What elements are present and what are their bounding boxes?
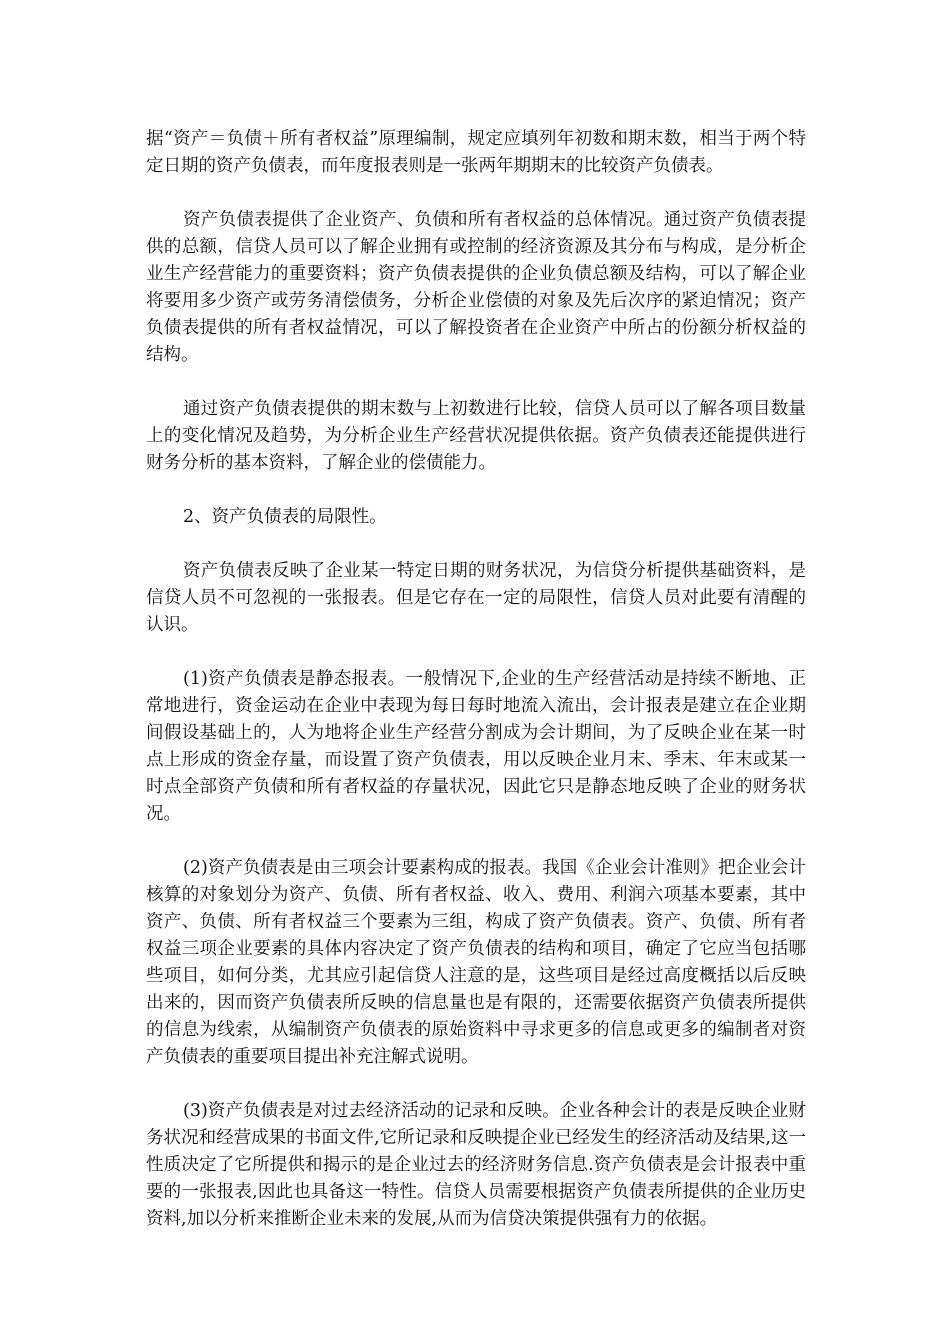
paragraph-limitations-intro: 资产负债表反映了企业某一特定日期的财务状况，为信贷分析提供基础资料，是信贷人员不可忽视的一张报表。但是它存在一定的局限性，信贷人员对此要有清醒的认识。 <box>146 561 806 635</box>
paragraph-limitation-2: (2)资产负债表是由三项会计要素构成的报表。我国《企业会计准则》把企业会计核算的对象划分为资产、负债、所有者权益、收入、费用、利润六项基本要素，其中资产、负债、所有者权益三个要素为三组，构成了资产负债表。资产、负债、所有者权益三项企业要素的具体内容决定了资产负债表的结构和项目，确定了它应当包括哪些项目，如何分类，尤其应引起信贷人注意的是，这些项目是经过高度概括以后反映出来的，因而资产负债表所反映的信息量也是有限的，还需要依据资产负债表所提供的信息为线索，从编制资产负债表的原始资料中寻求更多的信息或更多的编制者对资产负债表的重要项目提出补充注解式说明。 <box>146 858 806 1067</box>
paragraph-continuation: 据“资产＝负债＋所有者权益”原理编制，规定应填列年初数和期末数，相当于两个特定日期的资产负债表，而年度报表则是一张两年期期末的比较资产负债表。 <box>146 129 806 176</box>
section-heading-limitations: 2、资产负债表的局限性。 <box>183 507 387 527</box>
paragraph-balance-sheet-overview: 资产负债表提供了企业资产、负债和所有者权益的总体情况。通过资产负债表提供的总额，信贷人员可以了解企业拥有或控制的经济资源及其分布与构成，是分析企业生产经营能力的重要资料；资产负债表提供的企业负债总额及结构，可以了解企业将要用多少资产或劳务清偿债务，分析企业偿债的对象及先后次序的紧迫情况；资产负债表提供的所有者权益情况，可以了解投资者在企业资产中所占的份额分析权益的结构。 <box>146 210 806 365</box>
paragraph-limitation-3: (3)资产负债表是对过去经济活动的记录和反映。企业各种会计的表是反映企业财务状况和经营成果的书面文件,它所记录和反映提企业已经发生的经济活动及结果,这一性质决定了它所提供和揭示的是企业过去的经济财务信息.资产负债表是会计报表中重要的一张报表,因此也具备这一特性。信贷人员需要根据资产负债表所提供的企业历史资料,加以分析来推断企业未来的发展,从而为信贷决策提供强有力的依据。 <box>146 1101 806 1229</box>
paragraph-period-comparison: 通过资产负债表提供的期末数与上初数进行比较，信贷人员可以了解各项目数量上的变化情况及趋势，为分析企业生产经营状况提供依据。资产负债表还能提供进行财务分析的基本资料，了解企业的偿债能力。 <box>146 399 806 473</box>
document-body <box>146 126 806 1260</box>
paragraph-limitation-1: (1)资产负债表是静态报表。一般情况下,企业的生产经营活动是持续不断地、正常地进行，资金运动在企业中表现为每日每时地流入流出，会计报表是建立在企业期间假设基础上的，人为地将企业生产经营分割成为会计期间，为了反映企业在某一时点上形成的资金存量，而设置了资产负债表，用以反映企业月末、季末、年末或某一时点全部资产负债和所有者权益的存量状况，因此它只是静态地反映了企业的财务状况。 <box>146 669 806 824</box>
